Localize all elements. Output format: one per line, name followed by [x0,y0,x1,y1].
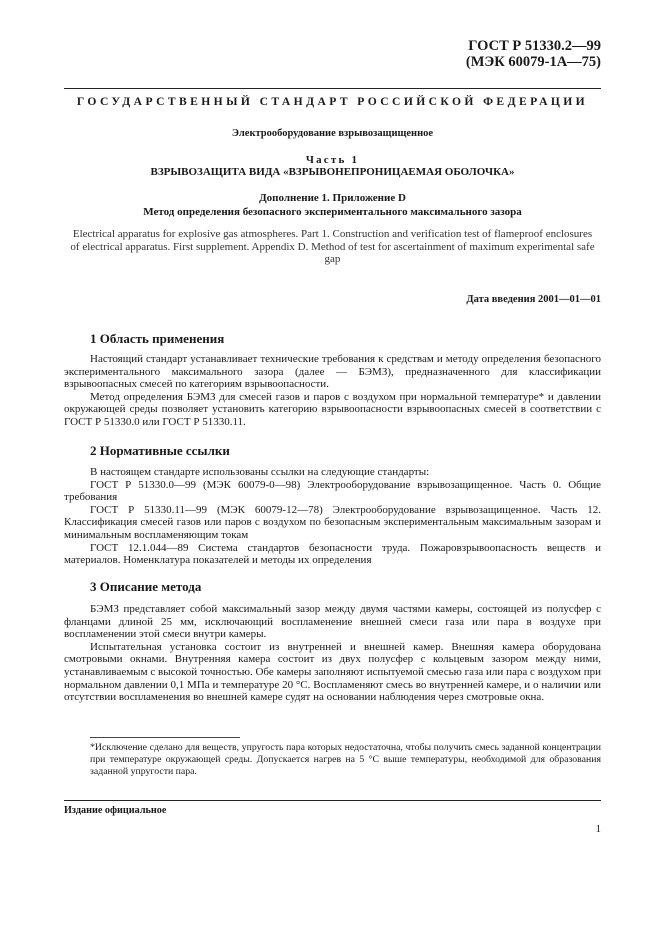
page-number: 1 [595,823,601,835]
section-3-paragraph-2: Испытательная установка состоит из внутренней и внешней камер. Внешняя камера оборудована смотровыми окнами. Внутренняя камера состоит из двух полусфер с кольцевым зазором между ними, устанавливаемым с высокой точностью. Обе камеры заполняют испытуемой смесью газа или пара с воздухом при нормальном давлении 0,1 МПа и температуре 20 °С. Воспламеняют смесь во внутренней камере, и о наличии или отсутствии воспламенения во внешней камере судят на основании наблюдения через смотровые окна. [64,640,601,704]
supplement-title: Дополнение 1. Приложение D [259,192,406,204]
main-title: ВЗРЫВОЗАЩИТА ВИДА «ВЗРЫВОНЕПРОНИЦАЕМАЯ ОБОЛОЧКА» [150,166,515,178]
standard-code [466,38,601,70]
section-2-body [64,466,601,567]
footnote-divider [90,737,240,738]
section-1-heading: 1 Область применения [90,331,225,346]
section-2-reference-1: ГОСТ Р 51330.0—99 (МЭК 60079-0—98) Электрооборудование взрывозащищенное. Часть 0. Общие требования [64,478,601,504]
section-3-paragraph-1: БЭМЗ представляет собой максимальный зазор между двумя частями камеры, состоящей из полусфер с фланцами длиной 25 мм, исключающий воспламенение внешней смеси газа или пара в воздухе при воспламенении этой смеси внутри камеры. [64,603,601,641]
introduction-date: Дата введения 2001—01—01 [466,294,601,305]
part-title: Часть 1 [305,154,360,166]
footnote: *Исключение сделано для веществ, упругость пара которых недостаточна, чтобы получить смесь заданной концентрации при температуре окружающей среды. Допускается нагрев на 5 °С выше температуры, необходимой для образования заданной упругости пара. [90,742,601,778]
bottom-divider [64,800,601,801]
standard-code-line2: (МЭК 60079-1А—75) [465,54,601,70]
section-2-heading: 2 Нормативные ссылки [90,443,230,458]
method-title: Метод определения безопасного экспериментального максимального зазора [143,206,522,218]
standard-title: ГОСУДАРСТВЕННЫЙ СТАНДАРТ РОССИЙСКОЙ ФЕДЕРАЦИИ [76,95,589,108]
section-3-heading: 3 Описание метода [90,579,202,594]
section-3-body [64,603,601,704]
equipment-title: Электрооборудование взрывозащищенное [231,128,434,139]
edition-label: Издание официальное [64,805,167,816]
section-1-body [64,353,601,429]
section-2-reference-3: ГОСТ 12.1.044—89 Система стандартов безопасности труда. Пожаровзрывоопасность веществ и материалов. Номенклатура показателей и методы их определения [64,541,601,567]
section-2-reference-2: ГОСТ Р 51330.11—99 (МЭК 60079-12—78) Электрооборудование взрывозащищенное. Часть 12. Классификация смесей газов или паров с воздухом по безопасным экспериментальным максимальным зазорам и минимальным воспламеняющим токам [64,503,601,541]
standard-code-line1: ГОСТ Р 51330.2—99 [468,38,601,54]
section-2-paragraph-1: В настоящем стандарте использованы ссылки на следующие стандарты: [90,466,430,478]
top-divider [64,88,601,89]
section-1-paragraph-2: Метод определения БЭМЗ для смесей газов и паров с воздухом при нормальной температуре* и давлении окружающей среды позволяет установить категорию взрывоопасности взрывоопасных смесей в соответствии с ГОСТ Р 51330.0 или ГОСТ Р 51330.11. [64,390,601,428]
english-title: Electrical apparatus for explosive gas atmospheres. Part 1. Construction and verification test of flameproof enclosures of electrical apparatus. First supplement. Appendix D. Method of test for ascertainment of maximum experimental safe gap [70,228,595,265]
section-1-paragraph-1: Настоящий стандарт устанавливает технические требования к средствам и методу определения безопасного экспериментального максимального зазора (далее — БЭМЗ), предназначенного для классификации взрывоопасных смесей по категориям взрывоопасности. [64,353,601,391]
